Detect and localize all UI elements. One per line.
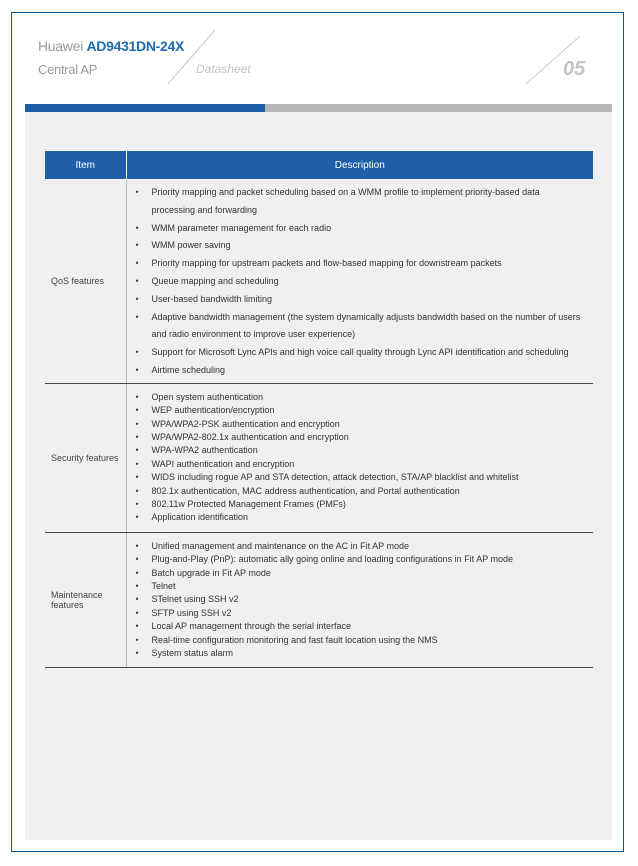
list-item: • WEP authentication/encryption <box>152 404 585 417</box>
table-row <box>45 179 593 383</box>
list-item: • 802.11w Protected Management Frames (PMFs) <box>152 498 585 511</box>
list-item: • Support for Microsoft Lync APIs and high voice call quality through Lync API identification and scheduling <box>152 344 585 362</box>
list-item: • System status alarm <box>152 647 585 660</box>
list-item: • Plug-and-Play (PnP): automatic ally going online and loading configurations in Fit AP mode <box>152 553 585 566</box>
list-item: • Application identification <box>152 511 585 524</box>
list-item: • Queue mapping and scheduling <box>152 273 585 291</box>
list-item: • SFTP using SSH v2 <box>152 607 585 620</box>
description-cell <box>126 383 593 532</box>
list-item: • Priority mapping for upstream packets and flow-based mapping for downstream packets <box>152 255 585 273</box>
column-header-item: Item <box>45 151 126 179</box>
list-item: • Local AP management through the serial interface <box>152 620 585 633</box>
list-item: • Airtime scheduling <box>152 362 585 380</box>
header-decoration <box>0 0 638 120</box>
header-bar-blue <box>25 104 265 112</box>
brand-name: Huawei <box>38 38 83 54</box>
table-row <box>45 532 593 668</box>
header-bar-grey <box>265 104 612 112</box>
table-row <box>45 383 593 532</box>
list-item: • 802.1x authentication, MAC address authentication, and Portal authentication <box>152 485 585 498</box>
list-item: • Real-time configuration monitoring and fast fault location using the NMS <box>152 634 585 647</box>
divider-slash-left <box>168 30 215 84</box>
list-item: • User-based bandwidth limiting <box>152 291 585 309</box>
description-cell <box>126 532 593 668</box>
list-item: • Unified management and maintenance on the AC in Fit AP mode <box>152 540 585 553</box>
list-item: • STelnet using SSH v2 <box>152 593 585 606</box>
list-item: • Open system authentication <box>152 391 585 404</box>
list-item: • WIDS including rogue AP and STA detection, attack detection, STA/AP blacklist and whitelist <box>152 471 585 484</box>
list-item: • Batch upgrade in Fit AP mode <box>152 567 585 580</box>
table-header-row <box>45 151 593 179</box>
list-item: • Priority mapping and packet scheduling based on a WMM profile to implement priority-based data processing and forwarding <box>152 184 585 220</box>
feature-list <box>128 385 593 531</box>
column-header-description: Description <box>126 151 593 179</box>
list-item: • WMM parameter management for each radio <box>152 220 585 238</box>
feature-list <box>128 534 593 667</box>
item-label: Security features <box>45 383 126 532</box>
list-item: • WAPI authentication and encryption <box>152 458 585 471</box>
model-name: AD9431DN-24X <box>86 38 185 54</box>
feature-list <box>128 180 593 382</box>
list-item: • Adaptive bandwidth management (the system dynamically adjusts bandwidth based on the number of users and radio environment to improve user experience) <box>152 309 585 345</box>
list-item: • WPA/WPA2-PSK authentication and encryption <box>152 418 585 431</box>
list-item: • WPA/WPA2-802.1x authentication and encryption <box>152 431 585 444</box>
divider-slash-right <box>526 36 580 84</box>
doc-type-label: Datasheet <box>196 62 251 76</box>
list-item: • WPA-WPA2 authentication <box>152 444 585 457</box>
feature-table <box>45 151 593 668</box>
list-item: • Telnet <box>152 580 585 593</box>
page-number: 05 <box>563 58 586 80</box>
description-cell <box>126 179 593 383</box>
list-item: • WMM power saving <box>152 237 585 255</box>
item-label: Maintenance features <box>45 532 126 668</box>
document-subtitle: Central AP <box>38 62 98 77</box>
item-label: QoS features <box>45 179 126 383</box>
